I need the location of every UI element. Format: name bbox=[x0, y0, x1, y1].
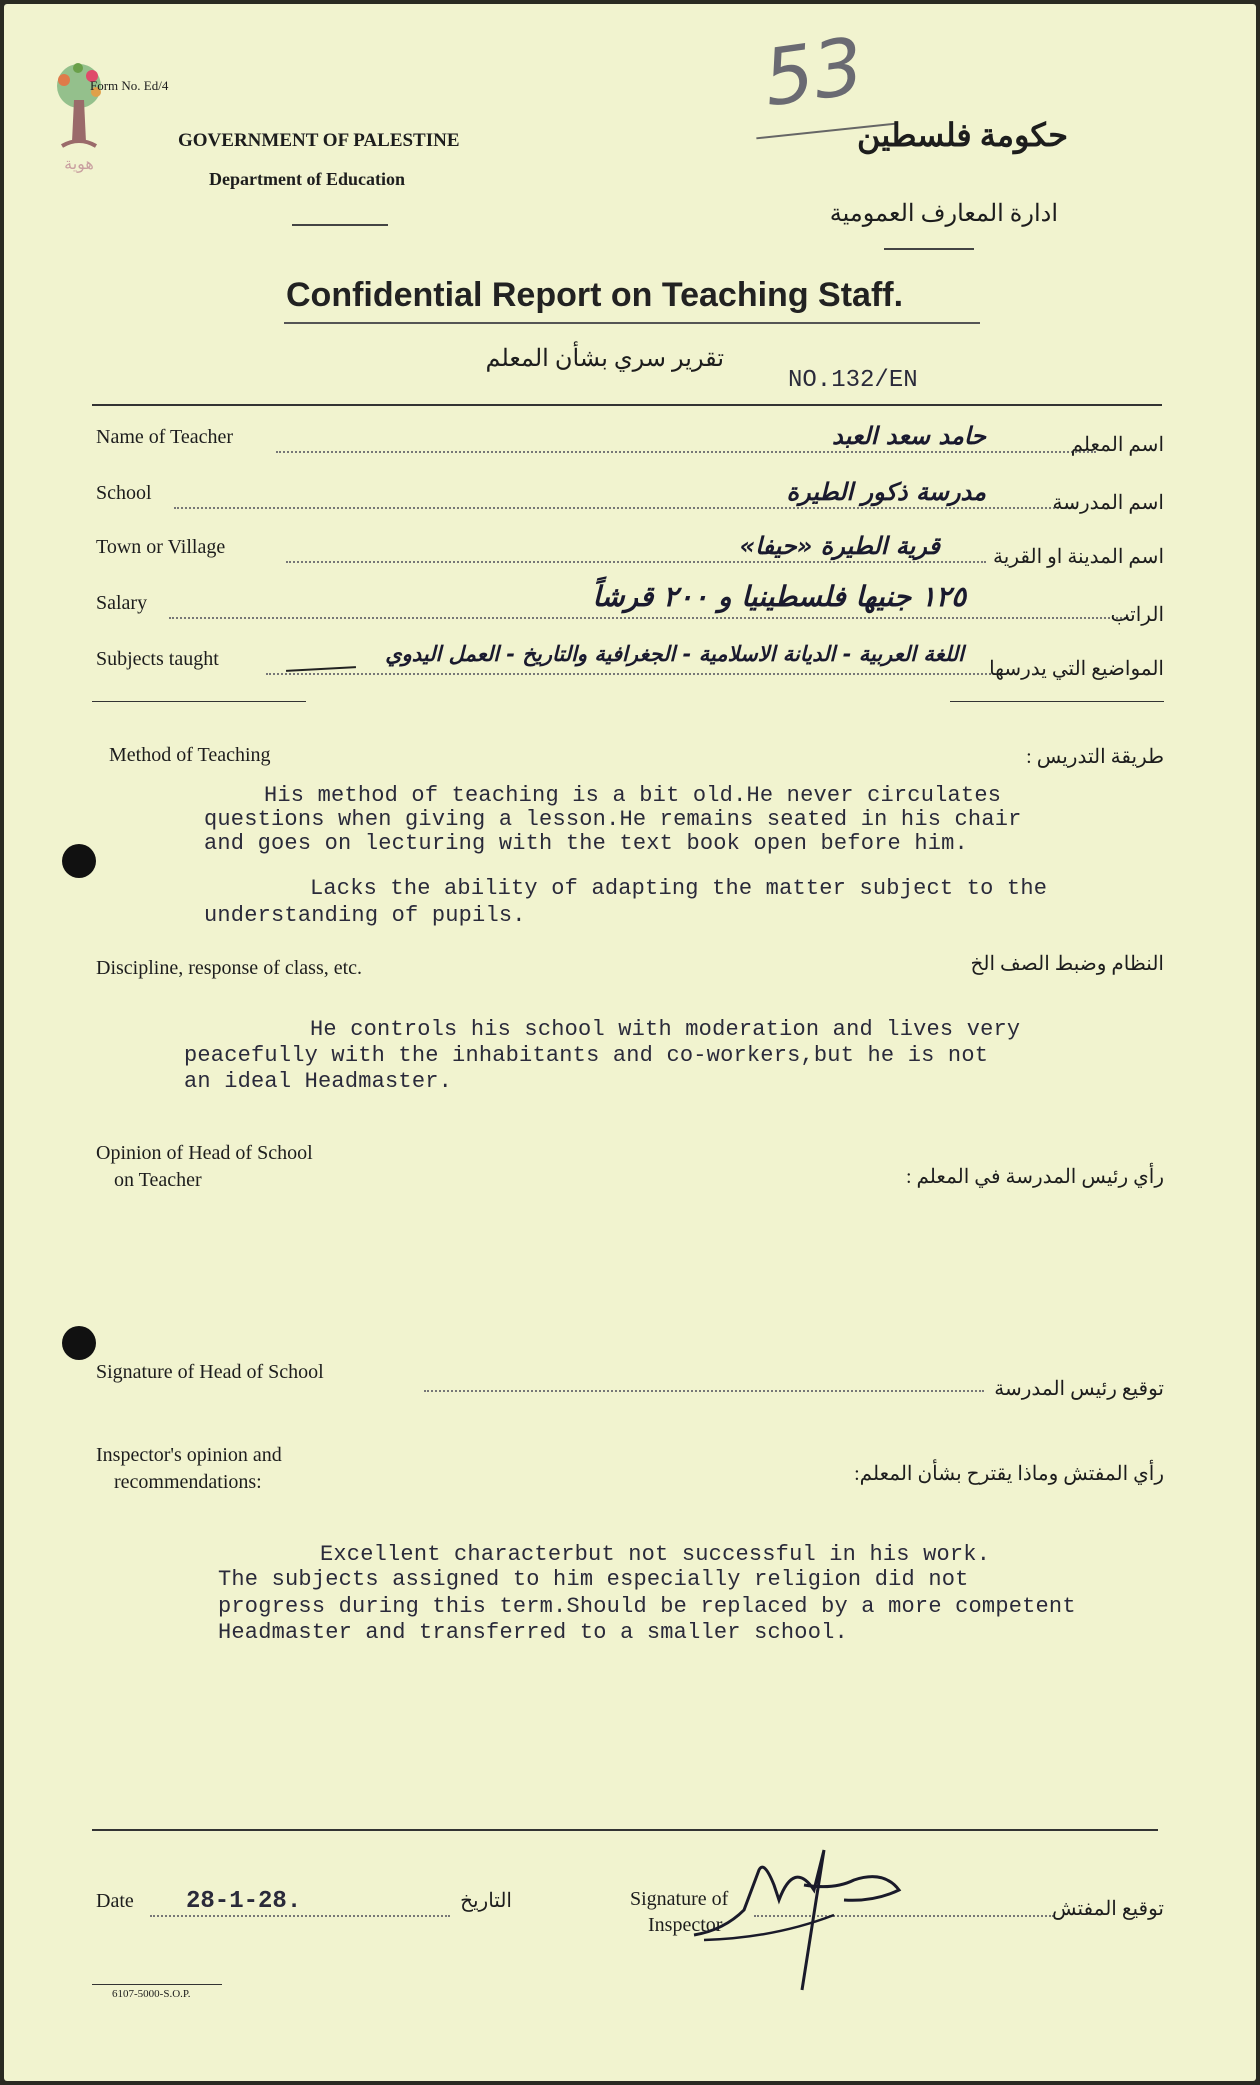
inspector-signature-label-ar: توقيع المفتش bbox=[1051, 1898, 1164, 1920]
document-title-ar: تقرير سري بشأن المعلم bbox=[485, 346, 724, 372]
field-label-ar: اسم المدينة او القرية bbox=[993, 546, 1164, 568]
punch-hole-top bbox=[62, 844, 96, 878]
print-code: 6107-5000-S.O.P. bbox=[112, 1988, 191, 2000]
header-ornament-left bbox=[292, 224, 388, 226]
discipline-text-line: peacefully with the inhabitants and co-workers,but he is not bbox=[184, 1043, 989, 1068]
field-value: اللغة العربية - الديانة الاسلامية - الجغرافية والتاريخ - العمل اليدوي bbox=[385, 642, 964, 666]
tree-logo bbox=[44, 56, 114, 176]
print-code-rule bbox=[92, 1984, 222, 1985]
inspector-text-line: progress during this term.Should be replaced by a more competent bbox=[218, 1594, 1076, 1619]
fields-bottom-rule-right bbox=[950, 701, 1164, 702]
field-label-ar: اسم المعلم bbox=[1070, 434, 1164, 456]
fields-top-rule bbox=[92, 404, 1162, 406]
date-value: 28-1-28. bbox=[186, 1888, 302, 1915]
header-ornament-right bbox=[884, 248, 974, 250]
field-dots bbox=[276, 451, 1096, 453]
field-label-ar: اسم المدرسة bbox=[1052, 492, 1164, 514]
inspector-signature-scribble bbox=[684, 1830, 934, 2000]
discipline-text-line: He controls his school with moderation and lives very bbox=[310, 1017, 1021, 1042]
method-text-line: Lacks the ability of adapting the matter subject to the bbox=[310, 876, 1048, 901]
logo-text: هوية bbox=[64, 156, 94, 173]
government-title-ar: حكومة فلسطين bbox=[857, 117, 1068, 153]
inspector-signature-label-2: Inspector bbox=[648, 1914, 723, 1936]
government-title-en: GOVERNMENT OF PALESTINE bbox=[178, 130, 460, 151]
title-underline bbox=[284, 322, 980, 324]
report-number: NO.132/EN bbox=[788, 367, 918, 394]
field-dots bbox=[174, 507, 1074, 509]
method-text-line: understanding of pupils. bbox=[204, 903, 526, 928]
field-value: قرية الطيرة «حيفا» bbox=[739, 532, 940, 560]
field-label-ar: الراتب bbox=[1110, 604, 1164, 626]
field-label-ar: المواضيع التي يدرسها bbox=[989, 658, 1164, 680]
date-label: Date bbox=[96, 1890, 134, 1912]
signature-head-label-ar: توقيع رئيس المدرسة bbox=[994, 1378, 1164, 1400]
opinion-head-label: Opinion of Head of School bbox=[96, 1142, 313, 1164]
discipline-label: Discipline, response of class, etc. bbox=[96, 957, 363, 979]
discipline-text-line: an ideal Headmaster. bbox=[184, 1069, 453, 1094]
opinion-head-label-ar: رأي رئيس المدرسة في المعلم : bbox=[905, 1166, 1164, 1188]
signature-head-dots bbox=[424, 1390, 984, 1392]
opinion-head-label-2: on Teacher bbox=[114, 1169, 202, 1191]
fields-bottom-rule-left bbox=[92, 701, 306, 702]
report-form bbox=[4, 4, 1256, 2081]
page-number-mark: 53 bbox=[758, 21, 870, 125]
inspector-text-line: The subjects assigned to him especially religion did not bbox=[218, 1567, 969, 1592]
field-label: School bbox=[96, 482, 152, 504]
footer-rule bbox=[92, 1829, 1158, 1831]
method-label: Method of Teaching bbox=[109, 744, 271, 766]
inspector-label-2: recommendations: bbox=[114, 1471, 262, 1493]
inspector-text-line: Excellent characterbut not successful in his work. bbox=[320, 1542, 991, 1567]
method-text-line: and goes on lecturing with the text book open before him. bbox=[204, 831, 968, 856]
inspector-label-ar: رأي المفتش وماذا يقترح بشأن المعلم: bbox=[854, 1463, 1164, 1485]
field-dots bbox=[169, 617, 1129, 619]
field-dots bbox=[286, 561, 986, 563]
department-title-ar: ادارة المعارف العمومية bbox=[829, 201, 1058, 227]
document-title: Confidential Report on Teaching Staff. bbox=[286, 276, 904, 314]
signature-head-label: Signature of Head of School bbox=[96, 1361, 324, 1383]
inspector-text-line: Headmaster and transferred to a smaller school. bbox=[218, 1620, 848, 1645]
date-dots bbox=[150, 1915, 450, 1917]
form-number: Form No. Ed/4 bbox=[90, 78, 169, 93]
field-label: Subjects taught bbox=[96, 648, 219, 670]
field-label: Salary bbox=[96, 592, 148, 614]
method-text-line: questions when giving a lesson.He remains seated in his chair bbox=[204, 807, 1022, 832]
inspector-label: Inspector's opinion and bbox=[96, 1444, 282, 1466]
field-value: مدرسة ذكور الطيرة bbox=[786, 478, 986, 506]
date-label-ar: التاريخ bbox=[460, 1890, 512, 1912]
discipline-label-ar: النظام وضبط الصف الخ bbox=[970, 953, 1164, 975]
inspector-signature-label: Signature of bbox=[630, 1888, 729, 1910]
department-title-en: Department of Education bbox=[209, 169, 405, 189]
field-label: Name of Teacher bbox=[96, 426, 234, 448]
punch-hole-bottom bbox=[62, 1326, 96, 1360]
subjects-flourish bbox=[286, 666, 356, 672]
field-value: حامد سعد العبد bbox=[832, 422, 986, 450]
field-dots bbox=[266, 673, 1006, 675]
field-value: ١٢٥ جنيها فلسطينيا و ٢٠٠ قرشاً bbox=[592, 580, 966, 613]
method-text-line: His method of teaching is a bit old.He never circulates bbox=[264, 783, 1002, 808]
field-label: Town or Village bbox=[96, 536, 226, 558]
method-label-ar: طريقة التدريس : bbox=[1026, 746, 1164, 768]
